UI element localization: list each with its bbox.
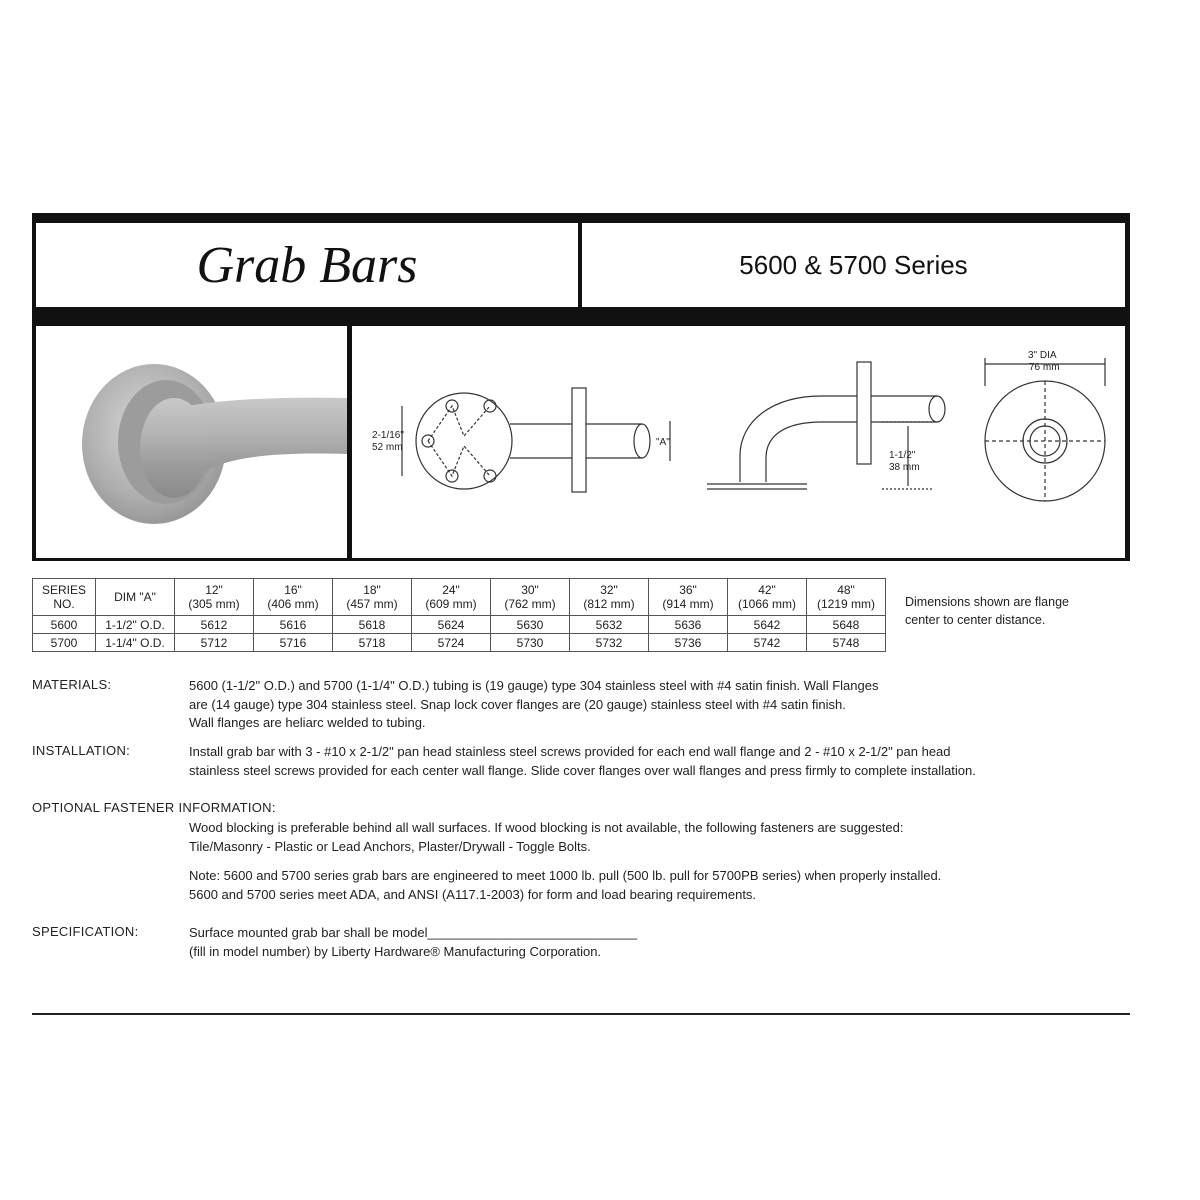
fastener-note: Note: 5600 and 5700 series grab bars are engineered to meet 1000 lb. pull (500 lb. pull for 5700PB series) when properly installed. 5600 and 5700 series meet ADA, and ANSI (A117.1-2003) for form and load bearing requirements.: [189, 868, 942, 902]
flange-dim-mm: 52 mm: [372, 442, 403, 453]
page-title: Grab Bars: [196, 236, 418, 294]
table-header-cell: 42" (1066 mm): [728, 579, 807, 616]
model-table: [32, 578, 886, 652]
specification-label: SPECIFICATION:: [32, 924, 139, 939]
table-header-cell: 24" (609 mm): [412, 579, 491, 616]
offset-dim-mm: 38 mm: [889, 462, 920, 473]
table-cell: 1-1/4" O.D.: [96, 634, 175, 652]
technical-drawing: [352, 326, 1125, 558]
table-row: [33, 634, 886, 652]
series-title: 5600 & 5700 Series: [739, 249, 968, 280]
flange-dim-in: 2-1/16": [372, 430, 404, 441]
table-cell: 5716: [254, 634, 333, 652]
table-cell: 5724: [412, 634, 491, 652]
dia-dim-mm: 76 mm: [1029, 362, 1060, 373]
table-cell: 5718: [333, 634, 412, 652]
table-header-cell: 36" (914 mm): [649, 579, 728, 616]
table-cell: 5736: [649, 634, 728, 652]
table-cell: 5636: [649, 616, 728, 634]
dimension-drawings: [352, 326, 1125, 558]
specification-text: Surface mounted grab bar shall be model_____________________________ (fill in model number) by Liberty Hardware® Manufacturing Corporation.: [189, 925, 638, 959]
table-header-row: [33, 579, 886, 616]
table-cell: 5616: [254, 616, 333, 634]
table-cell: 5748: [807, 634, 886, 652]
table-header-cell: DIM "A": [96, 579, 175, 616]
dia-dim-in: 3" DIA: [1028, 350, 1057, 361]
table-cell: 5642: [728, 616, 807, 634]
table-note: Dimensions shown are flange center to center distance.: [905, 595, 1069, 627]
bottom-divider: [32, 1013, 1130, 1015]
table-cell: 5618: [333, 616, 412, 634]
table-cell: 5632: [570, 616, 649, 634]
installation-text: Install grab bar with 3 - #10 x 2-1/2" pan head stainless steel screws provided for each end wall flange and 2 - #10 x 2-1/2" pan head stainless steel screws provided for each center wall flange. Slide cover flanges over wall flanges and press firmly to complete installation.: [189, 744, 976, 778]
dim-a-label: "A": [656, 437, 670, 448]
series-panel: [582, 223, 1125, 307]
title-panel: [36, 223, 578, 307]
table-cell: 5700: [33, 634, 96, 652]
table-cell: 5730: [491, 634, 570, 652]
grab-bar-photo: [36, 326, 347, 558]
table-header-cell: 16" (406 mm): [254, 579, 333, 616]
table-cell: 5630: [491, 616, 570, 634]
table-cell: 5732: [570, 634, 649, 652]
materials-label: MATERIALS:: [32, 677, 112, 692]
table-cell: 5612: [175, 616, 254, 634]
table-header-cell: SERIES NO.: [33, 579, 96, 616]
table-header-cell: 12" (305 mm): [175, 579, 254, 616]
table-header-cell: 48" (1219 mm): [807, 579, 886, 616]
table-cell: 5712: [175, 634, 254, 652]
table-cell: 1-1/2" O.D.: [96, 616, 175, 634]
fastener-text: Wood blocking is preferable behind all wall surfaces. If wood blocking is not available, the following fasteners are suggested: Tile/Masonry - Plastic or Lead Anchors, Plaster/Drywall - Toggle Bolts.: [189, 820, 904, 854]
table-cell: 5648: [807, 616, 886, 634]
installation-label: INSTALLATION:: [32, 743, 131, 758]
fastener-label: OPTIONAL FASTENER INFORMATION:: [32, 800, 276, 815]
table-header-cell: 30" (762 mm): [491, 579, 570, 616]
offset-dim-in: 1-1/2": [889, 450, 916, 461]
table-header-cell: 32" (812 mm): [570, 579, 649, 616]
table-row: [33, 616, 886, 634]
table-cell: 5742: [728, 634, 807, 652]
table-cell: 5600: [33, 616, 96, 634]
materials-text: 5600 (1-1/2" O.D.) and 5700 (1-1/4" O.D.) tubing is (19 gauge) type 304 stainless steel with #4 satin finish. Wall Flanges are (14 gauge) type 304 stainless steel. Snap lock cover flanges are (20 gauge) stainless steel with #4 satin finish. Wall flanges are heliarc welded to tubing.: [189, 678, 879, 730]
product-photo: [36, 326, 347, 558]
table-cell: 5624: [412, 616, 491, 634]
table-header-cell: 18" (457 mm): [333, 579, 412, 616]
